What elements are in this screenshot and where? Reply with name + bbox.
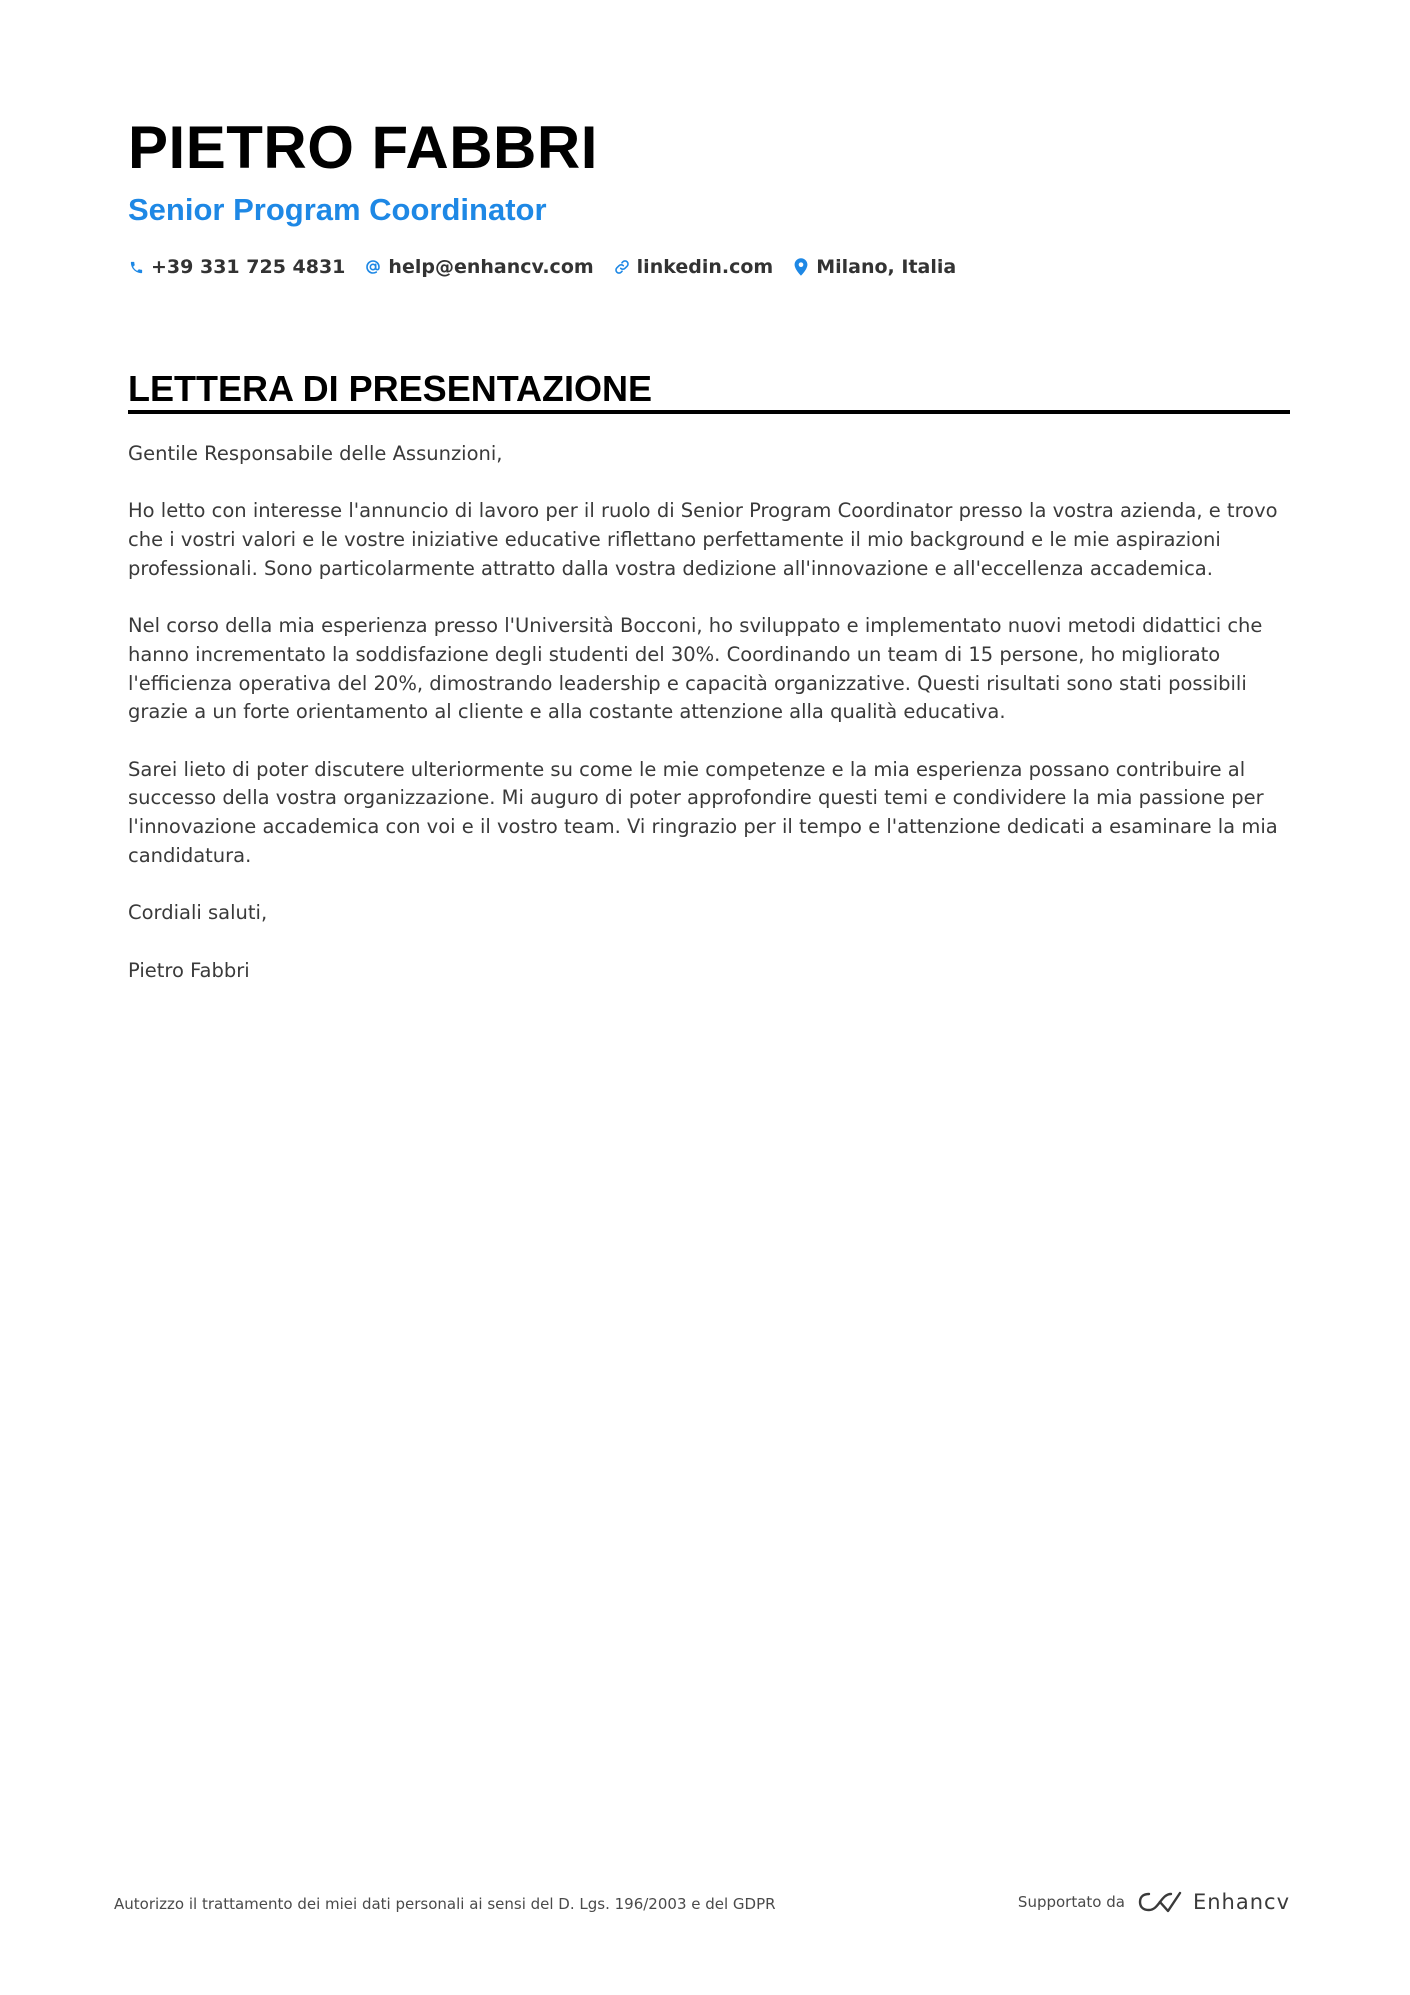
- letter-signature: Pietro Fabbri: [128, 958, 250, 982]
- contact-phone-text: +39 331 725 4831: [151, 256, 346, 278]
- link-icon: [614, 257, 630, 277]
- contact-linkedin[interactable]: [614, 256, 774, 278]
- enhancv-logo-icon: [1137, 1890, 1183, 1914]
- candidate-name: PIETRO FABBRI: [128, 114, 598, 181]
- letter-paragraph: Sarei lieto di poter discutere ulteriormente su come le mie competenze e la mia esperienza possano contribuire al successo della vostra organizzazione. Mi auguro di poter approfondire questi temi e condividere la mia passione per l'innovazione accademica con voi e il vostro team. Vi ringrazio per il tempo e l'attenzione dedicati a esaminare la mia candidatura.: [128, 757, 1278, 867]
- section-title: LETTERA DI PRESENTAZIONE: [128, 368, 653, 409]
- job-title: Senior Program Coordinator: [128, 192, 547, 227]
- at-icon: [365, 257, 381, 277]
- contact-phone[interactable]: [128, 256, 345, 278]
- location-pin-icon: [793, 257, 809, 277]
- powered-by[interactable]: [1018, 1890, 1290, 1914]
- letter-paragraph: Ho letto con interesse l'annuncio di lavoro per il ruolo di Senior Program Coordinator presso la vostra azienda, e trovo che i vostri valori e le vostre iniziative educative riflettano perfettamente il mio background e le mie aspirazioni professionali. Sono particolarmente attratto dalla vostra dedizione all'innovazione e all'eccellenza accademica.: [128, 499, 1278, 580]
- letter-greeting: Gentile Responsabile delle Assunzioni,: [128, 442, 503, 465]
- contact-location: [793, 256, 956, 278]
- contact-bar: [128, 252, 976, 282]
- phone-icon: [128, 257, 144, 277]
- letter-paragraph: Nel corso della mia esperienza presso l'Università Bocconi, ho sviluppato e implementato nuovi metodi didattici che hanno incrementato la soddisfazione degli studenti del 30%. Coordinando un team di 15 persone, ho migliorato l'efficienza operativa del 20%, dimostrando leadership e capacità organizzative. Questi risultati sono stati possibili grazie a un forte orientamento al cliente e alla costante attenzione alla qualità educativa.: [128, 614, 1263, 724]
- privacy-consent-note: Autorizzo il trattamento dei miei dati personali ai sensi del D. Lgs. 196/2003 e del GDPR: [114, 1895, 776, 1913]
- contact-email-text: help@enhancv.com: [388, 256, 594, 278]
- letter-closing: Cordiali saluti,: [128, 901, 268, 925]
- powered-by-label: Supportato da: [1017, 1893, 1125, 1911]
- contact-location-text: Milano, Italia: [816, 256, 957, 278]
- contact-linkedin-text: linkedin.com: [636, 256, 774, 278]
- section-divider: [128, 410, 1290, 414]
- contact-email[interactable]: [365, 256, 593, 278]
- letter-body: [128, 440, 1290, 1014]
- brand-name: Enhancv: [1192, 1890, 1290, 1914]
